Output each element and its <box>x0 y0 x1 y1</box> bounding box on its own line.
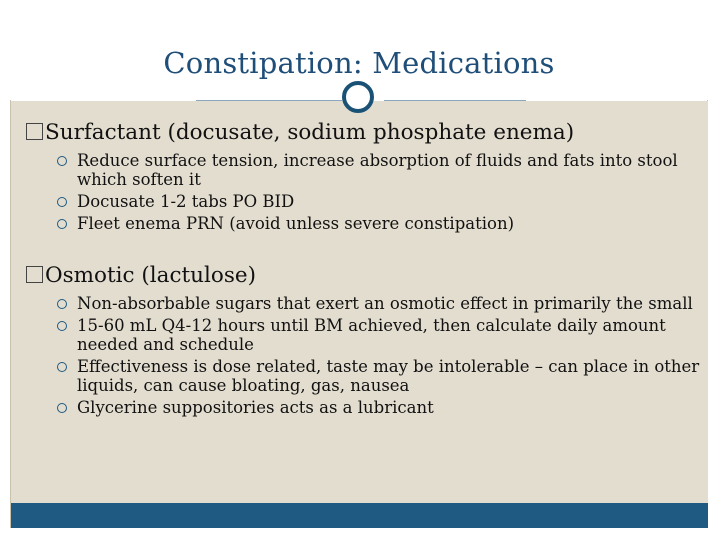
ring-bullet-icon <box>57 299 67 309</box>
square-bullet-icon <box>26 123 43 140</box>
list-item: Docusate 1-2 tabs PO BID <box>56 192 706 211</box>
list-item: 15-60 mL Q4-12 hours until BM achieved, then calculate daily amount needed and schedule <box>56 316 706 354</box>
circle-ornament-icon <box>342 81 374 113</box>
ring-bullet-icon <box>57 403 67 413</box>
title-divider-right <box>384 100 526 101</box>
square-bullet-icon <box>26 266 43 283</box>
section-surfactant <box>26 119 706 236</box>
ring-bullet-icon <box>57 362 67 372</box>
section-heading: Osmotic (lactulose) <box>45 263 256 288</box>
list-item: Reduce surface tension, increase absorption of fluids and fats into stool which soften it <box>56 151 706 189</box>
list-item: Effectiveness is dose related, taste may be intolerable – can place in other liquids, can cause bloating, gas, nausea <box>56 357 706 395</box>
title-divider-left <box>196 100 342 101</box>
bullet-list <box>56 151 706 233</box>
bullet-list <box>56 294 706 417</box>
slide-title: Constipation: Medications <box>163 46 555 80</box>
section-heading: Surfactant (docusate, sodium phosphate enema) <box>45 120 575 145</box>
ring-bullet-icon <box>57 156 67 166</box>
footer-bar <box>11 503 708 528</box>
list-item: Non-absorbable sugars that exert an osmotic effect in primarily the small <box>56 294 706 313</box>
ring-bullet-icon <box>57 321 67 331</box>
ring-bullet-icon <box>57 197 67 207</box>
list-item: Fleet enema PRN (avoid unless severe constipation) <box>56 214 706 233</box>
ring-bullet-icon <box>57 219 67 229</box>
section-osmotic <box>26 262 706 420</box>
list-item: Glycerine suppositories acts as a lubricant <box>56 398 706 417</box>
